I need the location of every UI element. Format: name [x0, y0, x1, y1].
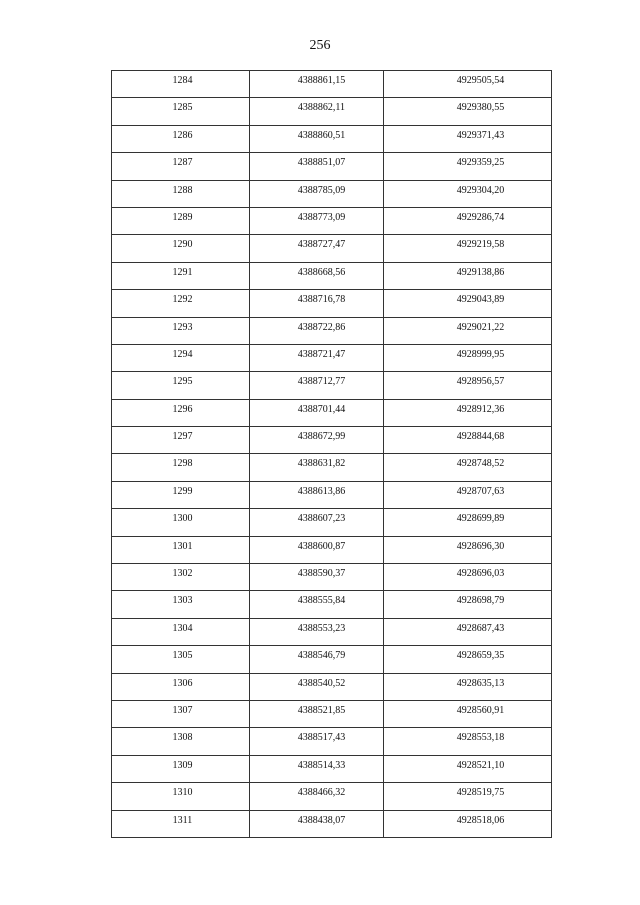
x-coordinate-text: 4388631,82: [297, 458, 346, 470]
table-row: [112, 454, 552, 481]
y-coordinate-text: 4929219,58: [456, 239, 505, 251]
x-coordinate-cell: [250, 399, 384, 426]
point-number-text: 1310: [172, 787, 193, 799]
x-coordinate-text: 4388716,78: [297, 294, 346, 306]
point-number-cell: [112, 618, 250, 645]
point-number-cell: [112, 125, 250, 152]
point-number-cell: [112, 700, 250, 727]
point-number-cell: [112, 427, 250, 454]
table-row: [112, 180, 552, 207]
x-coordinate-cell: [250, 728, 384, 755]
point-number-text: 1284: [172, 75, 193, 86]
y-coordinate-text: 4929359,25: [456, 157, 505, 169]
point-number-text: 1309: [172, 759, 193, 771]
x-coordinate-cell: [250, 564, 384, 591]
x-coordinate-cell: [250, 372, 384, 399]
x-coordinate-text: 4388555,84: [297, 595, 346, 607]
x-coordinate-text: 4388540,52: [297, 677, 346, 689]
point-number-text: 1294: [172, 348, 193, 360]
point-number-text: 1293: [172, 321, 193, 333]
x-coordinate-cell: [250, 810, 384, 837]
table-row: [112, 509, 552, 536]
table-row: [112, 673, 552, 700]
x-coordinate-text: 4388672,99: [297, 431, 346, 443]
table-row: [112, 235, 552, 262]
point-number-cell: [112, 235, 250, 262]
point-number-cell: [112, 536, 250, 563]
y-coordinate-text: 4928707,63: [456, 485, 505, 497]
point-number-cell: [112, 262, 250, 289]
y-coordinate-cell: [384, 810, 552, 837]
x-coordinate-cell: [250, 290, 384, 317]
point-number-cell: [112, 399, 250, 426]
table-row: [112, 700, 552, 727]
point-number-text: 1291: [172, 266, 193, 278]
x-coordinate-cell: [250, 481, 384, 508]
table-row: [112, 290, 552, 317]
y-coordinate-text: 4928635,13: [456, 677, 505, 689]
point-number-text: 1302: [172, 568, 193, 580]
point-number-cell: [112, 180, 250, 207]
y-coordinate-cell: [384, 646, 552, 673]
point-number-text: 1287: [172, 157, 193, 169]
x-coordinate-cell: [250, 125, 384, 152]
table-row: [112, 591, 552, 618]
x-coordinate-cell: [250, 427, 384, 454]
y-coordinate-text: 4928560,91: [456, 704, 505, 716]
y-coordinate-text: 4928553,18: [456, 732, 505, 744]
point-number-text: 1308: [172, 732, 193, 744]
x-coordinate-text: 4388668,56: [297, 266, 346, 278]
point-number-text: 1298: [172, 458, 193, 470]
table-row: [112, 783, 552, 810]
x-coordinate-text: 4388613,86: [297, 485, 346, 497]
y-coordinate-text: 4928687,43: [456, 622, 505, 634]
x-coordinate-text: 4388701,44: [297, 403, 346, 415]
x-coordinate-cell: [250, 98, 384, 125]
point-number-text: 1288: [172, 184, 193, 196]
x-coordinate-text: 4388862,11: [297, 102, 346, 114]
x-coordinate-cell: [250, 646, 384, 673]
y-coordinate-cell: [384, 262, 552, 289]
point-number-cell: [112, 153, 250, 180]
y-coordinate-text: 4929286,74: [456, 211, 505, 223]
point-number-text: 1305: [172, 650, 193, 662]
x-coordinate-text: 4388851,07: [297, 157, 346, 169]
point-number-cell: [112, 509, 250, 536]
y-coordinate-cell: [384, 207, 552, 234]
x-coordinate-text: 4388546,79: [297, 650, 346, 662]
table-row: [112, 98, 552, 125]
y-coordinate-cell: [384, 700, 552, 727]
point-number-text: 1285: [172, 102, 193, 114]
x-coordinate-text: 4388521,85: [297, 704, 346, 716]
x-coordinate-cell: [250, 262, 384, 289]
point-number-text: 1301: [172, 540, 193, 552]
x-coordinate-cell: [250, 71, 384, 98]
table-row: [112, 372, 552, 399]
point-number-text: 1307: [172, 704, 193, 716]
point-number-cell: [112, 454, 250, 481]
y-coordinate-cell: [384, 153, 552, 180]
y-coordinate-cell: [384, 536, 552, 563]
y-coordinate-text: 4929380,55: [456, 102, 505, 114]
point-number-text: 1303: [172, 595, 193, 607]
y-coordinate-text: 4928698,79: [456, 595, 505, 607]
point-number-text: 1289: [172, 211, 193, 223]
point-number-text: 1297: [172, 431, 193, 443]
y-coordinate-text: 4929138,86: [456, 266, 505, 278]
y-coordinate-cell: [384, 372, 552, 399]
y-coordinate-text: 4928696,30: [456, 540, 505, 552]
y-coordinate-cell: [384, 481, 552, 508]
point-number-text: 1286: [172, 129, 193, 141]
point-number-cell: [112, 317, 250, 344]
x-coordinate-text: 4388722,86: [297, 321, 346, 333]
y-coordinate-cell: [384, 673, 552, 700]
x-coordinate-cell: [250, 509, 384, 536]
x-coordinate-text: 4388590,37: [297, 568, 346, 580]
x-coordinate-cell: [250, 207, 384, 234]
point-number-text: 1292: [172, 294, 193, 306]
y-coordinate-cell: [384, 591, 552, 618]
point-number-cell: [112, 755, 250, 782]
y-coordinate-cell: [384, 454, 552, 481]
y-coordinate-text: 4928659,35: [456, 650, 505, 662]
y-coordinate-cell: [384, 755, 552, 782]
table-row: [112, 755, 552, 782]
x-coordinate-text: 4388773,09: [297, 211, 346, 223]
x-coordinate-text: 4388438,07: [297, 814, 346, 826]
y-coordinate-text: 4929371,43: [456, 129, 505, 141]
y-coordinate-text: 4928696,03: [456, 568, 505, 580]
y-coordinate-cell: [384, 509, 552, 536]
table-row: [112, 564, 552, 591]
y-coordinate-cell: [384, 783, 552, 810]
x-coordinate-text: 4388785,09: [297, 184, 346, 196]
table-row: [112, 728, 552, 755]
y-coordinate-text: 4928956,57: [456, 376, 505, 388]
y-coordinate-cell: [384, 98, 552, 125]
table-row: [112, 481, 552, 508]
y-coordinate-text: 4929043,89: [456, 294, 505, 306]
y-coordinate-cell: [384, 180, 552, 207]
table-row: [112, 427, 552, 454]
table-row: [112, 71, 552, 98]
x-coordinate-text: 4388861,15: [297, 75, 346, 86]
point-number-text: 1296: [172, 403, 193, 415]
table-row: [112, 317, 552, 344]
y-coordinate-text: 4928912,36: [456, 403, 505, 415]
point-number-text: 1290: [172, 239, 193, 251]
x-coordinate-text: 4388466,32: [297, 787, 346, 799]
y-coordinate-text: 4928518,06: [456, 814, 505, 826]
y-coordinate-text: 4928699,89: [456, 513, 505, 525]
point-number-cell: [112, 372, 250, 399]
x-coordinate-text: 4388514,33: [297, 759, 346, 771]
table-row: [112, 810, 552, 837]
x-coordinate-cell: [250, 344, 384, 371]
y-coordinate-cell: [384, 344, 552, 371]
point-number-cell: [112, 564, 250, 591]
point-number-cell: [112, 344, 250, 371]
y-coordinate-text: 4928999,95: [456, 348, 505, 360]
x-coordinate-text: 4388727,47: [297, 239, 346, 251]
point-number-text: 1299: [172, 485, 193, 497]
point-number-text: 1295: [172, 376, 193, 388]
x-coordinate-text: 4388721,47: [297, 348, 346, 360]
y-coordinate-cell: [384, 399, 552, 426]
table-row: [112, 344, 552, 371]
point-number-cell: [112, 207, 250, 234]
point-number-cell: [112, 810, 250, 837]
y-coordinate-text: 4928521,10: [456, 759, 505, 771]
point-number-text: 1311: [172, 814, 193, 826]
y-coordinate-cell: [384, 618, 552, 645]
coordinates-table: [111, 70, 552, 838]
table-row: [112, 536, 552, 563]
point-number-cell: [112, 783, 250, 810]
y-coordinate-text: 4929505,54: [456, 75, 505, 86]
point-number-text: 1300: [172, 513, 193, 525]
point-number-cell: [112, 728, 250, 755]
x-coordinate-cell: [250, 591, 384, 618]
table-row: [112, 125, 552, 152]
y-coordinate-cell: [384, 235, 552, 262]
x-coordinate-cell: [250, 536, 384, 563]
y-coordinate-cell: [384, 564, 552, 591]
table-row: [112, 262, 552, 289]
x-coordinate-cell: [250, 783, 384, 810]
x-coordinate-text: 4388553,23: [297, 622, 346, 634]
y-coordinate-cell: [384, 728, 552, 755]
coordinates-table-body: [112, 71, 552, 838]
x-coordinate-cell: [250, 317, 384, 344]
point-number-cell: [112, 98, 250, 125]
x-coordinate-cell: [250, 180, 384, 207]
y-coordinate-text: 4928844,68: [456, 431, 505, 443]
point-number-text: 1306: [172, 677, 193, 689]
x-coordinate-text: 4388860,51: [297, 129, 346, 141]
point-number-cell: [112, 481, 250, 508]
point-number-cell: [112, 290, 250, 317]
x-coordinate-text: 4388517,43: [297, 732, 346, 744]
x-coordinate-cell: [250, 235, 384, 262]
y-coordinate-text: 4928748,52: [456, 458, 505, 470]
x-coordinate-text: 4388600,87: [297, 540, 346, 552]
page-number: 256: [309, 38, 331, 53]
y-coordinate-cell: [384, 71, 552, 98]
x-coordinate-text: 4388712,77: [297, 376, 346, 388]
y-coordinate-cell: [384, 427, 552, 454]
table-row: [112, 153, 552, 180]
y-coordinate-cell: [384, 290, 552, 317]
y-coordinate-text: 4929304,20: [456, 184, 505, 196]
x-coordinate-text: 4388607,23: [297, 513, 346, 525]
point-number-cell: [112, 591, 250, 618]
table-row: [112, 207, 552, 234]
x-coordinate-cell: [250, 153, 384, 180]
x-coordinate-cell: [250, 755, 384, 782]
table-row: [112, 399, 552, 426]
point-number-cell: [112, 646, 250, 673]
y-coordinate-text: 4928519,75: [456, 787, 505, 799]
y-coordinate-cell: [384, 317, 552, 344]
x-coordinate-cell: [250, 673, 384, 700]
x-coordinate-cell: [250, 618, 384, 645]
point-number-cell: [112, 673, 250, 700]
table-row: [112, 618, 552, 645]
x-coordinate-cell: [250, 454, 384, 481]
x-coordinate-cell: [250, 700, 384, 727]
y-coordinate-cell: [384, 125, 552, 152]
point-number-cell: [112, 71, 250, 98]
table-row: [112, 646, 552, 673]
y-coordinate-text: 4929021,22: [456, 321, 505, 333]
point-number-text: 1304: [172, 622, 193, 634]
